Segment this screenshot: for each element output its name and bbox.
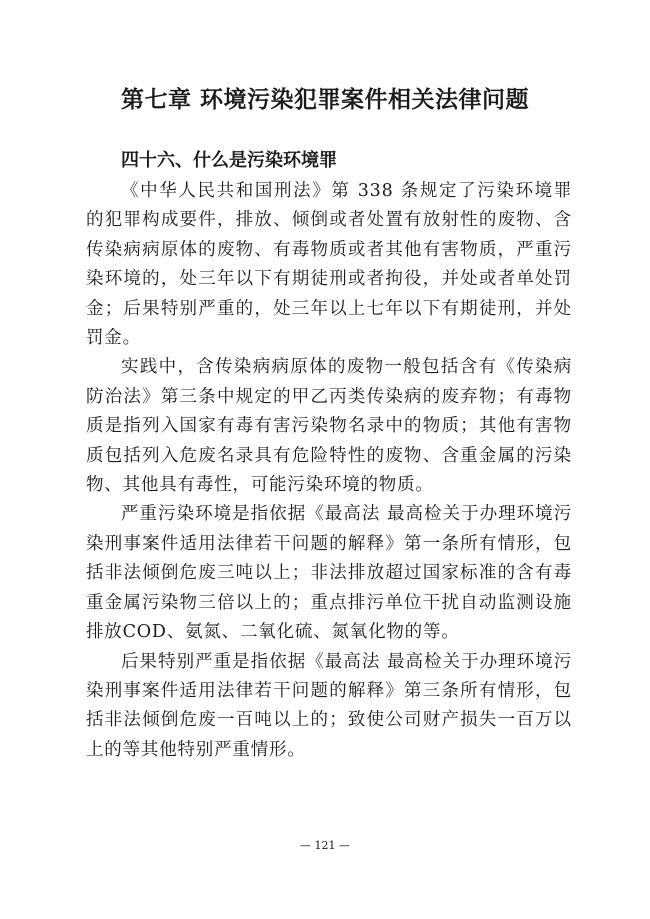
section-body (86, 177, 572, 765)
paragraph-serious-pollution: 严重污染环境是指依据《最高法 最高检关于办理环境污染刑事案件适用法律若干问题的解释》第一条所有情形，包括非法倾倒危废三吨以上；非法排放超过国家标准的含有毒重金属污染物三倍以上的；重点排污单位干扰自动监测设施排放COD、氨氮、二氧化硫、氮氧化物的等。 (86, 504, 572, 643)
section-heading: 四十六、什么是污染环境罪 (121, 150, 337, 171)
paragraph-criminal-law-article: 《中华人民共和国刑法》第 338 条规定了污染环境罪的犯罪构成要件，排放、倾倒或者处置有放射性的废物、含传染病病原体的废物、有毒物质或者其他有害物质，严重污染环境的，处三年以下有期徒刑或者拘役，并处或者单处罚金；后果特别严重的，处三年以上七年以下有期徒刑，并处罚金。 (86, 181, 572, 349)
page-number: — 121 — (300, 839, 350, 852)
paragraph-substance-definitions: 实践中，含传染病病原体的废物一般包括含有《传染病防治法》第三条中规定的甲乙丙类传染病的废弃物；有毒物质是指列入国家有毒有害污染物名录中的物质；其他有害物质包括列入危废名录具有危险特性的废物、含重金属的污染物、其他具有毒性，可能污染环境的物质。 (86, 357, 572, 496)
paragraph-especially-serious-consequences: 后果特别严重是指依据《最高法 最高检关于办理环境污染刑事案件适用法律若干问题的解释》第三条所有情形，包括非法倾倒危废一百吨以上的；致使公司财产损失一百万以上的等其他特别严重情形。 (86, 651, 572, 760)
chapter-title: 第七章 环境污染犯罪案件相关法律问题 (120, 87, 529, 113)
